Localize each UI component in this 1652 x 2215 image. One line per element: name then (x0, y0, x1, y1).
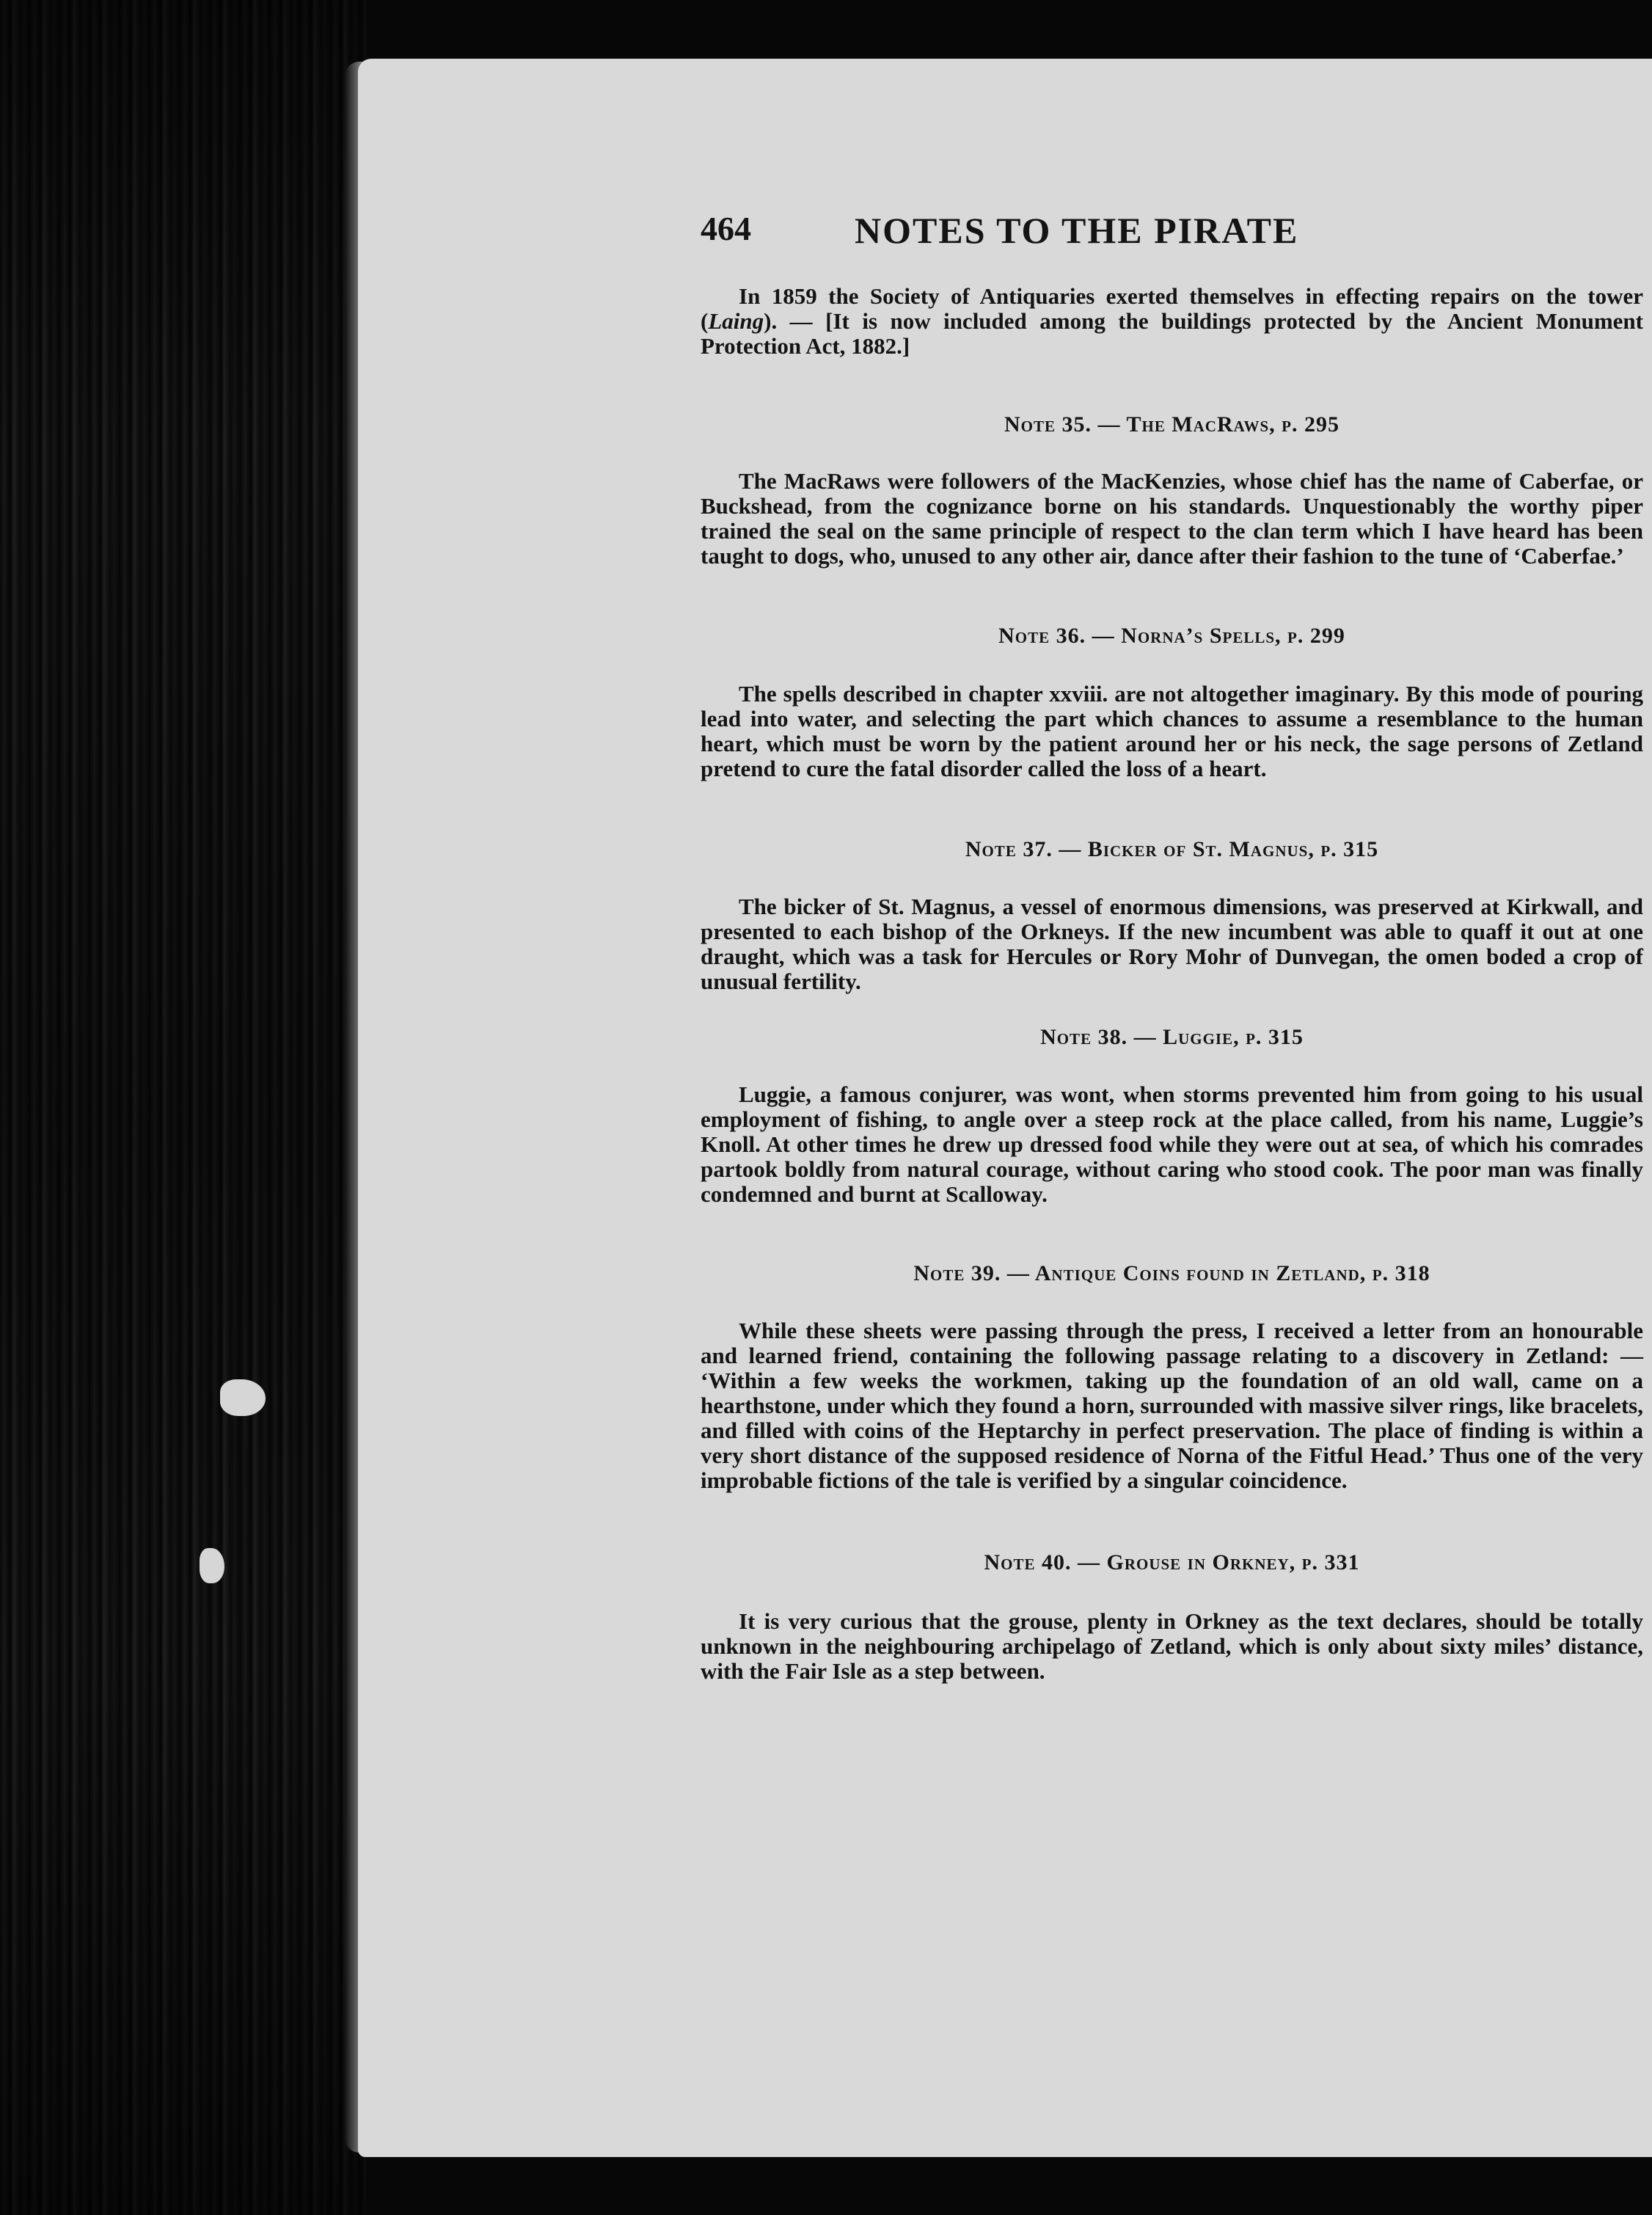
note-39-text: While these sheets were passing through the press, I received a letter from an honourable and learned friend, containing the following passage relating to a discovery in Zetland: — ‘Within a few weeks the workmen, taking up the foundation of an old wall, came on a hearthstone, under which they found a horn, surrounded with massive silver rings, like bracelets, and filled with coins of the Heptarchy in perfect preservation. The place of finding is within a very short distance of the supposed residence of Norna of the Fitful Head.’ Thus one of the very improbable fictions of the tale is verified by a singular coincidence. (701, 1318, 1643, 1493)
note-40-text: It is very curious that the grouse, plenty in Orkney as the text declares, should be totally unknown in the neighbouring archipelago of Zetland, which is only about sixty miles’ distance, with the Fair Isle as a step between. (701, 1608, 1643, 1684)
intro-text-start: In 1859 the Society of Antiquaries exerted themselves in effecting repairs on the tower ( (701, 283, 1643, 334)
note-36-text: The spells described in chapter xxviii. are not altogether imaginary. By this mode of pouring lead into water, and selecting the part which chances to assume a resemblance to the human heart, which must be worn by the patient around her or his neck, the sage persons of Zetland pretend to cure the fatal disorder called the loss of a heart. (701, 681, 1643, 781)
spine-shadow (0, 0, 367, 2215)
spine-wear-mark (220, 1379, 266, 1416)
note-35-text: The MacRaws were followers of the MacKenzies, whose chief has the name of Caberfae, or Buckshead, from the cognizance borne on his standards. Unquestionably the worthy piper trained the seal on the same principle of respect to the clan term which I have heard has been taught to dogs, who, unused to any other air, dance after their fashion to the tune of ‘Caberfae.’ (701, 468, 1643, 569)
note-40-heading: Note 40. — Grouse in Orkney, p. 331 (984, 1550, 1360, 1574)
note-38-heading: Note 38. — Luggie, p. 315 (1040, 1025, 1304, 1049)
intro-text-end: ). — [It is now included among the buildings protected by the Ancient Monument Protection Act, 1882.] (701, 308, 1643, 359)
note-39-heading: Note 39. — Antique Coins found in Zetland, p. 318 (913, 1261, 1430, 1285)
note-38-text: Luggie, a famous conjurer, was wont, when storms prevented him from going to his usual employment of fishing, to angle over a steep rock at the place called, from his name, Luggie’s Knoll. At other times he drew up dressed food while they were out at sea, of which his comrades partook boldly from natural courage, without caring who stood cook. The poor man was finally condemned and burnt at Scalloway. (701, 1081, 1643, 1207)
intro-italic-citation: Laing (708, 308, 764, 334)
running-title: NOTES TO THE PIRATE (855, 210, 1299, 251)
note-35-heading: Note 35. — The MacRaws, p. 295 (1004, 412, 1339, 437)
spine-wear-mark (200, 1548, 224, 1583)
note-36-heading: Note 36. — Norna’s Spells, p. 299 (998, 624, 1345, 648)
page-header (701, 209, 1643, 268)
note-37-text: The bicker of St. Magnus, a vessel of enormous dimensions, was preserved at Kirkwall, and presented to each bishop of the Orkneys. If the new incumbent was able to quaff it out at one draught, which was a task for Hercules or Rory Mohr of Dunvegan, the omen boded a crop of unusual fertility. (701, 894, 1643, 994)
page-text (701, 209, 1643, 1684)
intro-paragraph (701, 284, 1643, 359)
page-number: 464 (701, 210, 751, 247)
note-37-heading: Note 37. — Bicker of St. Magnus, p. 315 (965, 837, 1379, 861)
